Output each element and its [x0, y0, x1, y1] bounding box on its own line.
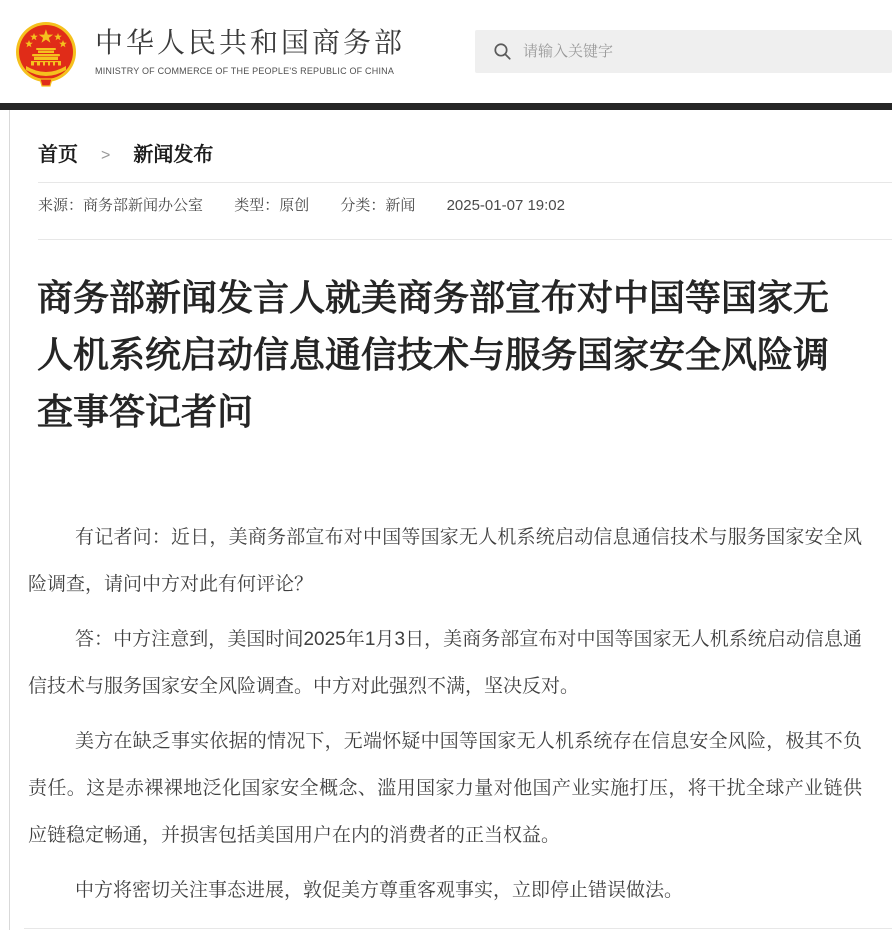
main-content — [0, 110, 892, 930]
breadcrumb-separator-icon: > — [101, 147, 111, 164]
content-left-border — [9, 110, 10, 930]
article-paragraph: 有记者问：近日，美商务部宣布对中国等国家无人机系统启动信息通信技术与服务国家安全风险调查，请问中方对此有何评论？ — [28, 527, 862, 595]
search-box[interactable] — [475, 30, 892, 73]
article-title: 商务部新闻发言人就美商务部宣布对中国等国家无人机系统启动信息通信技术与服务国家安全风险调查事答记者问 — [37, 277, 830, 432]
breadcrumb-current-link[interactable]: 新闻发布 — [133, 144, 214, 166]
article-meta — [38, 196, 892, 215]
meta-divider — [38, 239, 892, 240]
header-divider-bar — [0, 103, 892, 110]
meta-datetime: 2025-01-07 19:02 — [446, 197, 565, 214]
site-title: 中华人民共和国商务部 — [95, 27, 406, 58]
search-input[interactable] — [523, 30, 892, 73]
breadcrumb-divider — [38, 182, 892, 183]
meta-category: 分类：新闻 — [340, 197, 416, 214]
meta-source: 来源：商务部新闻办公室 — [38, 197, 204, 214]
article-paragraph: 中方将密切关注事态进展，敦促美方尊重客观事实，立即停止错误做法。 — [75, 880, 684, 901]
article-bottom-divider — [24, 928, 892, 929]
national-emblem-icon — [14, 21, 78, 87]
article-body — [28, 514, 862, 914]
article-paragraph: 美方在缺乏事实依据的情况下，无端怀疑中国等国家无人机系统存在信息安全风险，极其不负责任。这是赤裸裸地泛化国家安全概念、滥用国家力量对他国产业实施打压，将干扰全球产业链供应链稳定畅通，并损害包括美国用户在内的消费者的正当权益。 — [28, 731, 862, 846]
site-title-english: MINISTRY OF COMMERCE OF THE PEOPLE'S REPUBLIC OF CHINA — [95, 66, 395, 76]
article-paragraph: 答：中方注意到，美国时间2025年1月3日，美商务部宣布对中国等国家无人机系统启动信息通信技术与服务国家安全风险调查。中方对此强烈不满，坚决反对。 — [28, 629, 862, 697]
breadcrumb — [0, 110, 892, 166]
site-title-block — [95, 26, 425, 76]
search-icon[interactable] — [493, 42, 512, 61]
site-header — [0, 0, 892, 103]
meta-type: 类型：原创 — [234, 197, 310, 214]
breadcrumb-home-link[interactable]: 首页 — [38, 144, 78, 166]
